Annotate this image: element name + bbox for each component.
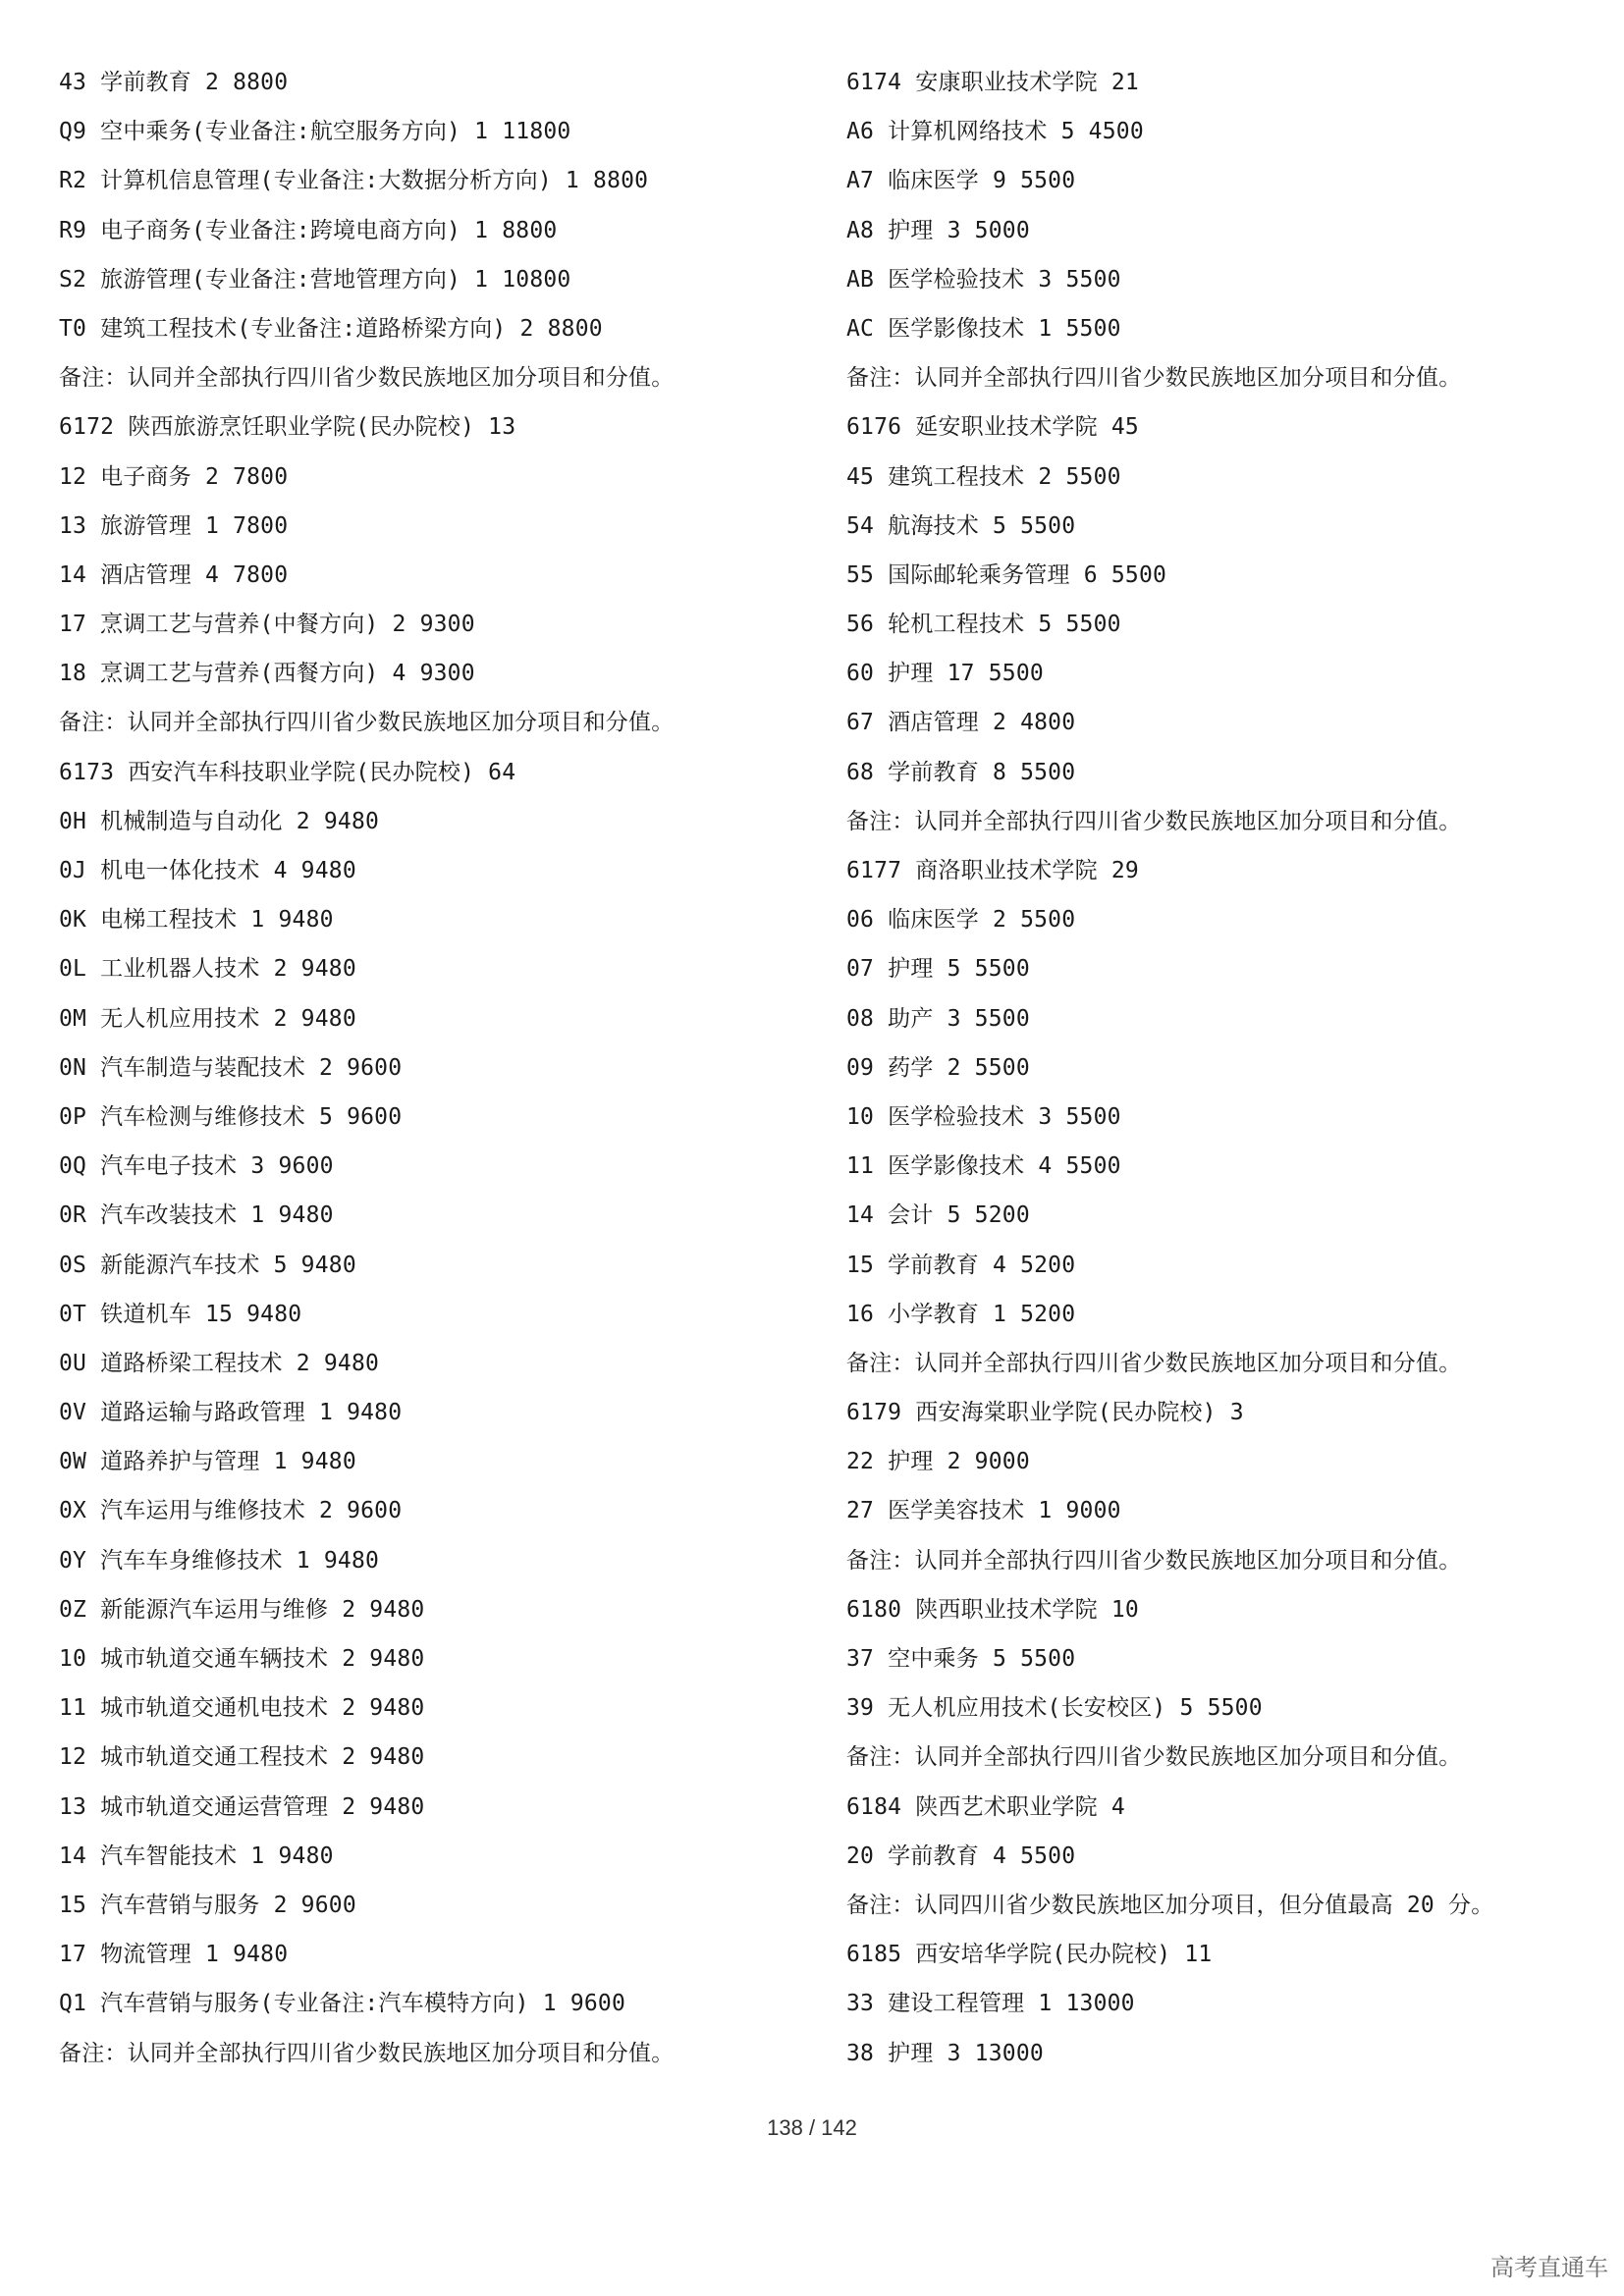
left-column-line: 14 汽车智能技术 1 9480 xyxy=(59,1842,334,1869)
left-column-line: 17 烹调工艺与营养(中餐方向) 2 9300 xyxy=(59,612,475,638)
left-column-line: 0V 道路运输与路政管理 1 9480 xyxy=(59,1400,403,1426)
right-column-line: 6174 安康职业技术学院 21 xyxy=(846,70,1139,95)
right-column-line: 55 国际邮轮乘务管理 6 5500 xyxy=(846,561,1167,588)
right-column-line: 67 酒店管理 2 4800 xyxy=(846,710,1076,736)
right-column-line: 备注：认同并全部执行四川省少数民族地区加分项目和分值。 xyxy=(846,365,1462,392)
left-column-line: 14 酒店管理 4 7800 xyxy=(59,561,289,588)
left-column xyxy=(59,65,805,2085)
right-column-line: 60 护理 17 5500 xyxy=(846,661,1044,687)
left-column-line: 0T 铁道机车 15 9480 xyxy=(59,1301,302,1327)
left-column-line: 0Z 新能源汽车运用与维修 2 9480 xyxy=(59,1596,425,1623)
left-column-line: 0N 汽车制造与装配技术 2 9600 xyxy=(59,1054,403,1081)
left-column-line: 0P 汽车检测与维修技术 5 9600 xyxy=(59,1103,403,1130)
right-column xyxy=(846,65,1593,2085)
left-column-line: 0Y 汽车车身维修技术 1 9480 xyxy=(59,1547,380,1574)
left-column-line: 备注：认同并全部执行四川省少数民族地区加分项目和分值。 xyxy=(59,710,675,736)
right-column-line: 15 学前教育 4 5200 xyxy=(846,1252,1076,1278)
left-column-line: 18 烹调工艺与营养(西餐方向) 4 9300 xyxy=(59,661,475,687)
right-column-line: AC 医学影像技术 1 5500 xyxy=(846,315,1121,342)
right-column-line: 11 医学影像技术 4 5500 xyxy=(846,1153,1121,1180)
right-column-line: 备注：认同并全部执行四川省少数民族地区加分项目和分值。 xyxy=(846,1744,1462,1771)
left-column-line: 0K 电梯工程技术 1 9480 xyxy=(59,907,334,934)
left-column-line: 备注：认同并全部执行四川省少数民族地区加分项目和分值。 xyxy=(59,365,675,392)
left-column-line: 0H 机械制造与自动化 2 9480 xyxy=(59,808,380,834)
left-column-line: 0X 汽车运用与维修技术 2 9600 xyxy=(59,1498,403,1524)
right-column-line: AB 医学检验技术 3 5500 xyxy=(846,266,1121,293)
right-column-line: 07 护理 5 5500 xyxy=(846,956,1030,983)
left-column-line: 0J 机电一体化技术 4 9480 xyxy=(59,858,356,883)
right-column-line: 6179 西安海棠职业学院(民办院校) 3 xyxy=(846,1400,1244,1426)
left-column-line: 0U 道路桥梁工程技术 2 9480 xyxy=(59,1350,380,1376)
left-column-line: 15 汽车营销与服务 2 9600 xyxy=(59,1892,356,1918)
right-column-line: 6176 延安职业技术学院 45 xyxy=(846,414,1139,441)
left-column-line: 备注：认同并全部执行四川省少数民族地区加分项目和分值。 xyxy=(59,2040,675,2066)
left-column-line: 0Q 汽车电子技术 3 9600 xyxy=(59,1153,334,1180)
left-column-line: 0S 新能源汽车技术 5 9480 xyxy=(59,1252,356,1278)
right-column-line: 6180 陕西职业技术学院 10 xyxy=(846,1596,1139,1623)
left-column-line: 6173 西安汽车科技职业学院(民办院校) 64 xyxy=(59,759,516,785)
left-column-line: 0M 无人机应用技术 2 9480 xyxy=(59,1005,356,1032)
left-column-line: 0R 汽车改装技术 1 9480 xyxy=(59,1202,334,1229)
left-column-line: 6172 陕西旅游烹饪职业学院(民办院校) 13 xyxy=(59,414,516,441)
right-column-line: 6177 商洛职业技术学院 29 xyxy=(846,858,1139,883)
right-column-line: 16 小学教育 1 5200 xyxy=(846,1301,1076,1327)
right-column-line: 38 护理 3 13000 xyxy=(846,2040,1044,2066)
left-column-line: 43 学前教育 2 8800 xyxy=(59,70,289,95)
left-column-line: 11 城市轨道交通机电技术 2 9480 xyxy=(59,1695,425,1722)
right-column-line: 22 护理 2 9000 xyxy=(846,1449,1030,1475)
right-column-line: 备注：认同并全部执行四川省少数民族地区加分项目和分值。 xyxy=(846,808,1462,834)
right-column-line: 56 轮机工程技术 5 5500 xyxy=(846,612,1121,638)
right-column-line: 6184 陕西艺术职业学院 4 xyxy=(846,1793,1125,1820)
left-column-line: 13 城市轨道交通运营管理 2 9480 xyxy=(59,1793,425,1820)
right-column-line: 08 助产 3 5500 xyxy=(846,1005,1030,1032)
left-column-line: R2 计算机信息管理(专业备注:大数据分析方向) 1 8800 xyxy=(59,168,649,194)
right-column-line: 6185 西安培华学院(民办院校) 11 xyxy=(846,1942,1213,1968)
left-column-line: 17 物流管理 1 9480 xyxy=(59,1942,289,1968)
right-column-line: 33 建设工程管理 1 13000 xyxy=(846,1991,1135,2017)
right-column-line: 45 建筑工程技术 2 5500 xyxy=(846,463,1121,490)
left-column-line: T0 建筑工程技术(专业备注:道路桥梁方向) 2 8800 xyxy=(59,315,603,342)
left-column-line: S2 旅游管理(专业备注:营地管理方向) 1 10800 xyxy=(59,266,571,293)
right-column-line: 14 会计 5 5200 xyxy=(846,1202,1030,1229)
right-column-line: 20 学前教育 4 5500 xyxy=(846,1842,1076,1869)
right-column-line: 10 医学检验技术 3 5500 xyxy=(846,1103,1121,1130)
right-column-line: 39 无人机应用技术(长安校区) 5 5500 xyxy=(846,1695,1263,1722)
right-column-line: 备注：认同并全部执行四川省少数民族地区加分项目和分值。 xyxy=(846,1547,1462,1574)
right-column-line: 68 学前教育 8 5500 xyxy=(846,759,1076,785)
page-number: 138 / 142 xyxy=(767,2115,857,2140)
left-column-line: 12 电子商务 2 7800 xyxy=(59,463,289,490)
right-column-line: 54 航海技术 5 5500 xyxy=(846,512,1076,539)
right-column-line: 06 临床医学 2 5500 xyxy=(846,907,1076,934)
left-column-line: 0W 道路养护与管理 1 9480 xyxy=(59,1449,356,1475)
right-column-line: A6 计算机网络技术 5 4500 xyxy=(846,119,1144,145)
left-column-line: 13 旅游管理 1 7800 xyxy=(59,512,289,539)
right-column-line: A8 护理 3 5000 xyxy=(846,217,1030,243)
left-column-line: 10 城市轨道交通车辆技术 2 9480 xyxy=(59,1646,425,1672)
right-column-line: 27 医学美容技术 1 9000 xyxy=(846,1498,1121,1524)
left-column-line: R9 电子商务(专业备注:跨境电商方向) 1 8800 xyxy=(59,217,558,243)
left-column-line: Q1 汽车营销与服务(专业备注:汽车模特方向) 1 9600 xyxy=(59,1991,626,2017)
right-column-line: 备注：认同四川省少数民族地区加分项目，但分值最高 20 分。 xyxy=(846,1892,1494,1918)
left-column-line: 12 城市轨道交通工程技术 2 9480 xyxy=(59,1744,425,1771)
right-column-line: 37 空中乘务 5 5500 xyxy=(846,1646,1076,1672)
watermark-text: 高考直通车 xyxy=(1490,2254,1608,2281)
right-column-line: 09 药学 2 5500 xyxy=(846,1054,1030,1081)
left-column-line: Q9 空中乘务(专业备注:航空服务方向) 1 11800 xyxy=(59,119,571,145)
right-column-line: 备注：认同并全部执行四川省少数民族地区加分项目和分值。 xyxy=(846,1350,1462,1376)
right-column-line: A7 临床医学 9 5500 xyxy=(846,168,1076,194)
left-column-line: 0L 工业机器人技术 2 9480 xyxy=(59,956,356,983)
